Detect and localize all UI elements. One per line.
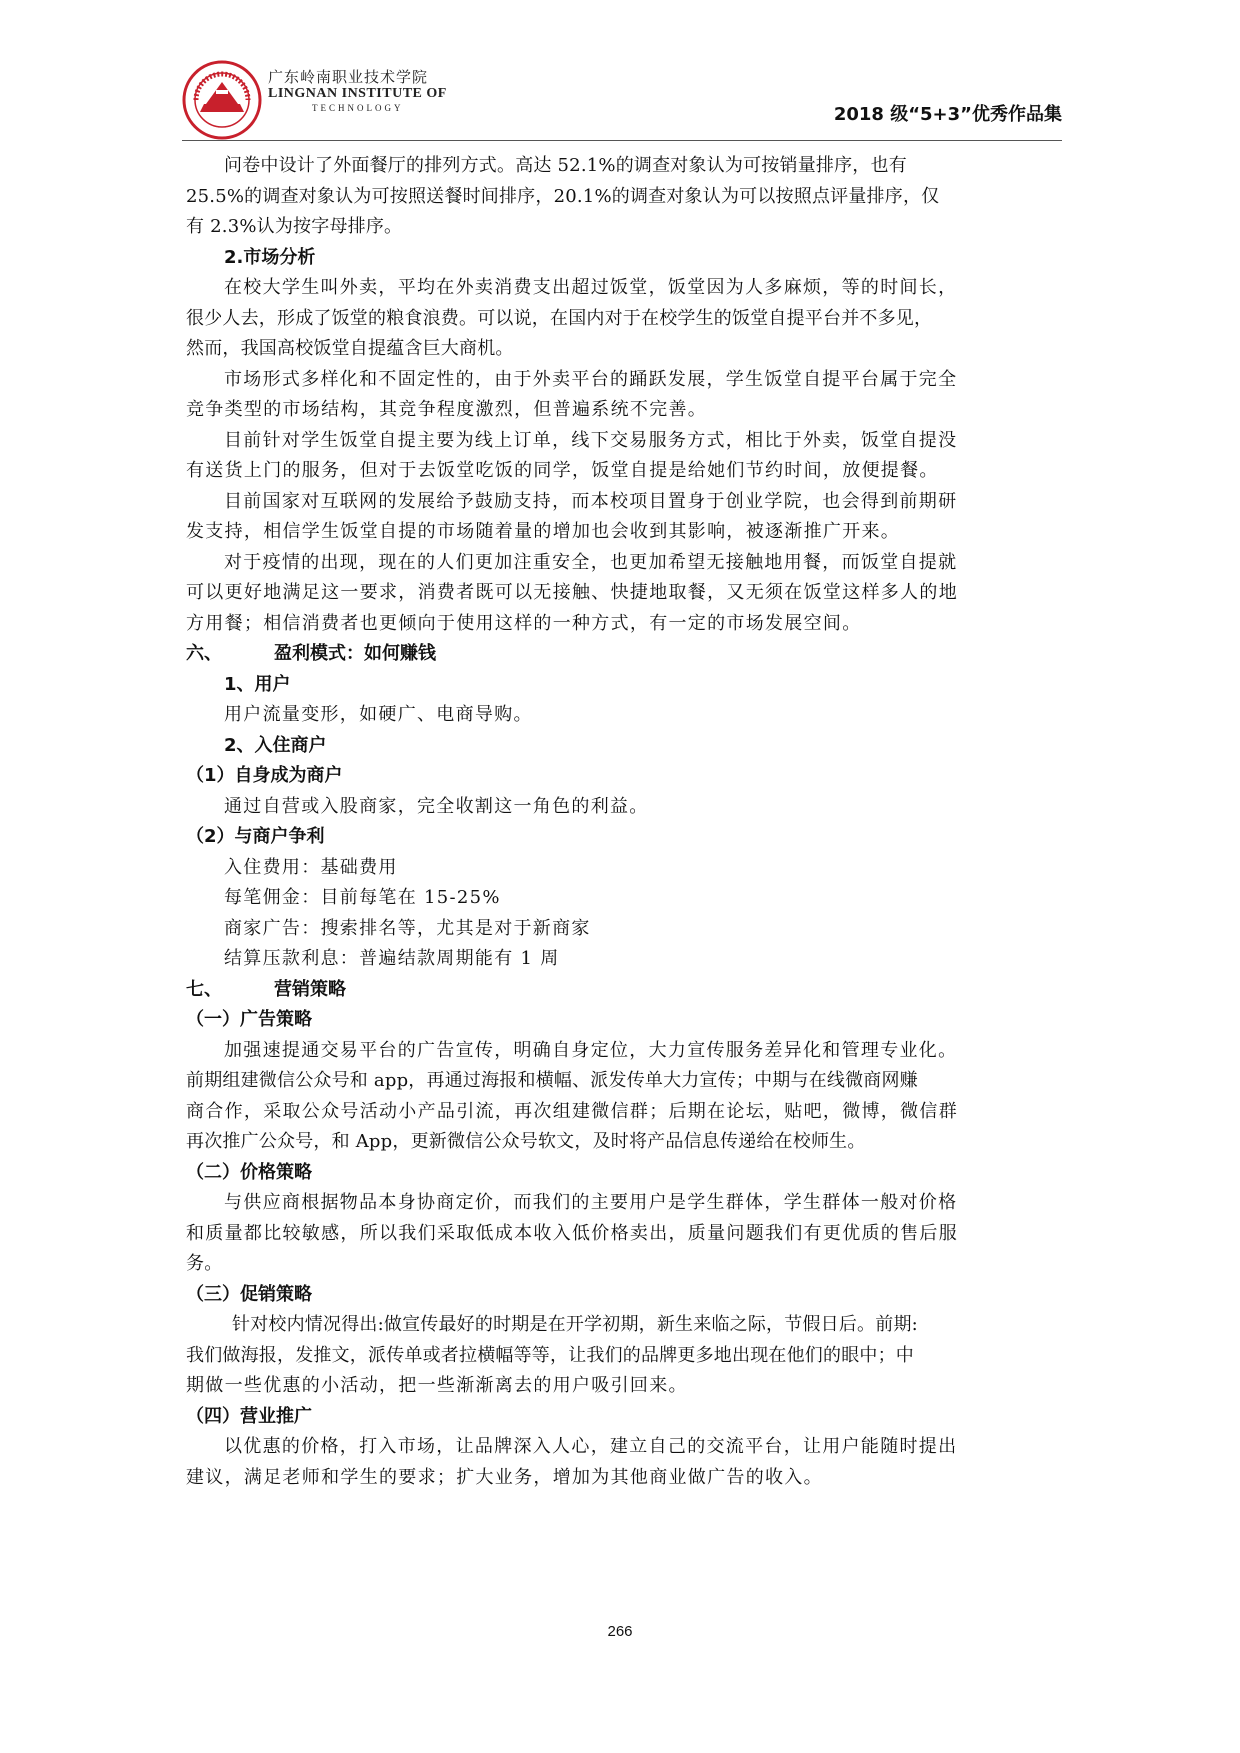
subheading-price-strategy: （二）价格策略 [186, 1161, 312, 1183]
body-line: 发支持，相信学生饭堂自提的市场随着量的增加也会收到其影响，被逐渐推广开来。 [186, 521, 901, 542]
body-line: 目前国家对互联网的发展给予鼓励支持，而本校项目置身于创业学院，也会得到前期研 [224, 490, 958, 512]
subheading-promo-strategy: （三）促销策略 [186, 1283, 312, 1305]
body-line: 对于疫情的出现，现在的人们更加注重安全，也更加希望无接触地用餐，而饭堂自提就 [224, 551, 958, 573]
body-line: 以优惠的价格，打入市场，让品牌深入人心，建立自己的交流平台，让用户能随时提出 [224, 1436, 958, 1457]
school-name-block [268, 68, 447, 114]
body-line: 用户流量变形，如硬广、电商导购。 [224, 704, 533, 725]
body-line: 方用餐；相信消费者也更倾向于使用这样的一种方式，有一定的市场发展空间。 [186, 612, 862, 634]
section-number: 六、 [186, 643, 222, 664]
header-divider [182, 140, 1062, 141]
section-heading-7 [186, 975, 1058, 1006]
document-body [186, 151, 1058, 1493]
page-number: 266 [607, 1623, 633, 1640]
subheading-market-analysis: 2.市场分析 [224, 246, 316, 268]
collection-title: 2018 级“5+3”优秀作品集 [833, 104, 1062, 125]
fee-item: 结算压款利息：普遍结款周期能有 1 周 [224, 948, 560, 969]
subheading-users: 1、用户 [224, 673, 291, 695]
school-seal-logo [182, 60, 262, 140]
body-line: 有送货上门的服务，但对于去饭堂吃饭的同学，饭堂自提是给她们节约时间，放便提餐。 [186, 460, 939, 481]
subheading-merchants: 2、入住商户 [224, 734, 327, 756]
body-line: 期做一些优惠的小活动，把一些渐渐离去的用户吸引回来。 [186, 1375, 688, 1396]
body-line: 在校大学生叫外卖，平均在外卖消费支出超过饭堂，饭堂因为人多麻烦，等的时间长， [224, 277, 958, 298]
body-line: 25.5%的调查对象认为可按照送餐时间排序，20.1%的调查对象认为可以按照点评量排序，仅 [186, 185, 940, 207]
body-line: 然而，我国高校饭堂自提蕴含巨大商机。 [186, 338, 514, 359]
page-header [182, 50, 1062, 140]
body-line: 很少人去，形成了饭堂的粮食浪费。可以说，在国内对于在校学生的饭堂自提平台并不多见， [186, 307, 933, 329]
body-line: 商合作，采取公众号活动小产品引流，再次组建微信群；后期在论坛，贴吧，微博，微信群 [186, 1100, 958, 1122]
body-line: 有 2.3%认为按字母排序。 [186, 216, 403, 237]
body-line: 市场形式多样化和不固定性的，由于外卖平台的踊跃发展，学生饭堂自提平台属于完全 [224, 368, 958, 390]
body-line: 再次推广公众号，和 App，更新微信公众号软文，及时将产品信息传递给在校师生。 [186, 1131, 866, 1152]
body-line: 通过自营或入股商家，完全收割这一角色的利益。 [224, 795, 649, 817]
school-name-en: LINGNAN INSTITUTE OF [268, 86, 447, 101]
section-title: 盈利模式：如何赚钱 [274, 643, 436, 664]
subheading-ad-strategy: （一）广告策略 [186, 1009, 312, 1030]
school-name-cn: 广东岭南职业技术学院 [268, 68, 429, 86]
body-line: 加强速提通交易平台的广告宣传，明确自身定位，大力宣传服务差异化和管理专业化。 [224, 1039, 958, 1061]
fee-item: 每笔佣金：目前每笔在 15-25% [224, 887, 501, 908]
section-heading-6 [186, 639, 1058, 670]
body-line: 与供应商根据物品本身协商定价，而我们的主要用户是学生群体，学生群体一般对价格 [224, 1192, 958, 1213]
subheading-compete: （2）与商户争利 [186, 826, 325, 847]
body-line: 可以更好地满足这一要求，消费者既可以无接触、快捷地取餐，又无须在饭堂这样多人的地 [186, 582, 958, 603]
section-number: 七、 [186, 978, 222, 1000]
section-title: 营销策略 [274, 978, 346, 1000]
body-line: 建议，满足老师和学生的要求；扩大业务，增加为其他商业做广告的收入。 [186, 1466, 823, 1488]
body-line: 目前针对学生饭堂自提主要为线上订单，线下交易服务方式，相比于外卖，饭堂自提没 [224, 429, 958, 451]
body-line: 针对校内情况得出:做宣传最好的时期是在开学初期，新生来临之际，节假日后。前期: [232, 1314, 918, 1335]
fee-item: 入住费用：基础费用 [224, 856, 398, 878]
body-line: 和质量都比较敏感，所以我们采取低成本收入低价格卖出，质量问题我们有更优质的售后服 [186, 1222, 958, 1244]
body-line: 前期组建微信公众号和 app，再通过海报和横幅、派发传单大力宣传；中期与在线微商网赚 [186, 1070, 918, 1091]
body-line: 问卷中设计了外面餐厅的排列方式。高达 52.1%的调查对象认为可按销量排序，也有 [224, 155, 907, 176]
fee-item: 商家广告：搜索排名等，尤其是对于新商家 [224, 917, 591, 939]
body-line: 务。 [186, 1253, 223, 1274]
school-name-en-2: TECHNOLOGY [312, 103, 404, 113]
body-line: 竞争类型的市场结构，其竞争程度激烈，但普遍系统不完善。 [186, 399, 708, 420]
subheading-self-merchant: （1）自身成为商户 [186, 765, 343, 786]
body-line: 我们做海报，发推文，派传单或者拉横幅等等，让我们的品牌更多地出现在他们的眼中；中 [186, 1344, 914, 1366]
subheading-business-promotion: （四）营业推广 [186, 1405, 312, 1427]
